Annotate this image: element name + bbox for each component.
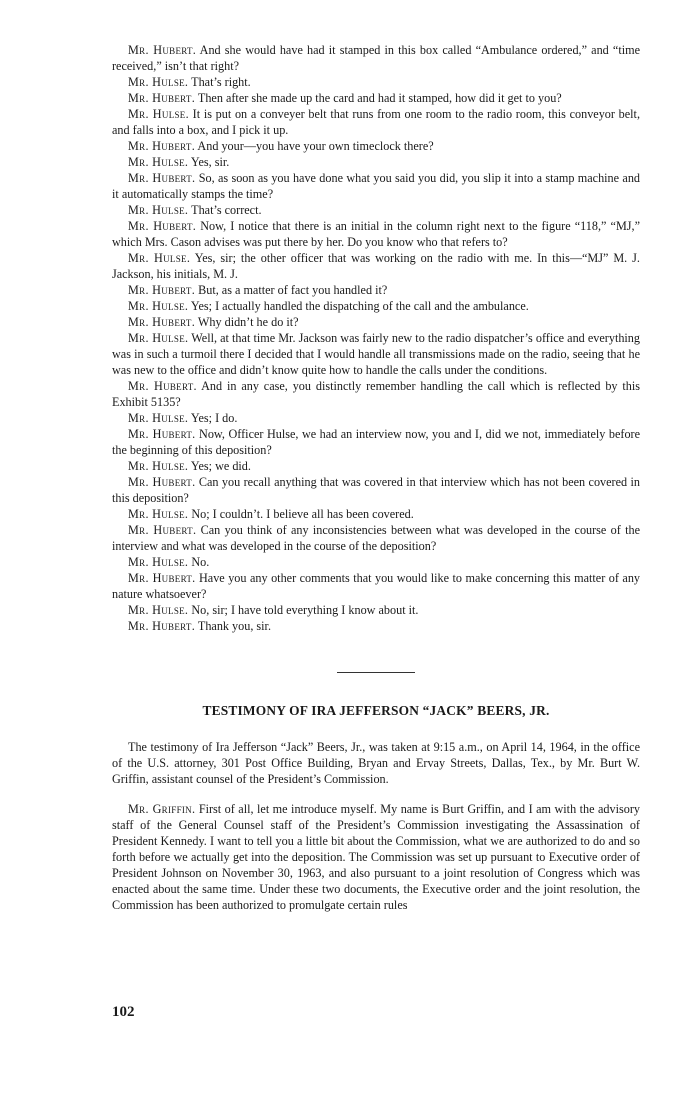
exchange-paragraph — [112, 602, 640, 618]
exchange-text: Yes; I actually handled the dispatching of the call and the ambulance. — [190, 299, 529, 313]
speaker-name: Mr. Hulse. — [128, 203, 189, 217]
speaker-name: Mr. Hubert. — [128, 571, 196, 585]
exchange-text: That’s correct. — [191, 203, 262, 217]
exchange-paragraph — [112, 330, 640, 378]
section-divider — [337, 672, 415, 673]
exchange-text: And your—you have your own timeclock there? — [197, 139, 434, 153]
speaker-name: Mr. Hulse. — [128, 107, 189, 121]
griffin-statement — [112, 801, 640, 913]
exchange-paragraph — [112, 458, 640, 474]
speaker-name: Mr. Hulse. — [128, 155, 189, 169]
exchange-text: No, sir; I have told everything I know about it. — [191, 603, 419, 617]
exchange-text: Now, Officer Hulse, we had an interview now, you and I, did we not, immediately before the beginning of this deposition? — [112, 427, 641, 457]
speaker-name: Mr. Hulse. — [128, 75, 189, 89]
exchange-paragraph — [112, 298, 640, 314]
speaker-name: Mr. Hulse. — [128, 507, 189, 521]
speaker-name: Mr. Hubert. — [128, 283, 196, 297]
exchange-text: Can you think of any inconsistencies between what was developed in the course of the interview and what was developed in the course of the deposition? — [112, 523, 640, 553]
exchange-text: But, as a matter of fact you handled it? — [198, 283, 388, 297]
exchange-paragraph — [112, 90, 640, 106]
speaker-name: Mr. Hubert. — [128, 171, 196, 185]
statement-text: First of all, let me introduce myself. My name is Burt Griffin, and I am with the advisory staff of the General Counsel staff of the President’s Commission investigating the Assassination of President Kennedy. I want to tell you a little bit about the Commission, what we are authorized to do and so forth before we actually get into the deposition. The Commission was set up pursuant to Executive order of President Johnson on November 30, 1963, and also pursuant to a joint resolution of Congress which was enacted about the same time. Under these two documents, the Executive order and the joint resolution, the Commission has been authorized to promulgate certain rules — [112, 802, 640, 912]
exchange-text: That’s right. — [191, 75, 251, 89]
intro-paragraph: The testimony of Ira Jefferson “Jack” Beers, Jr., was taken at 9:15 a.m., on April 14, 1964, in the office of the U.S. attorney, 301 Post Office Building, Bryan and Ervay Streets, Dallas, Tex., by Mr. Burt W. Griffin, assistant counsel of the President’s Commission. — [112, 740, 640, 786]
exchange-paragraph — [112, 170, 640, 202]
speaker-name: Mr. Hubert. — [128, 427, 196, 441]
speaker-name: Mr. Hulse. — [128, 331, 189, 345]
speaker-name: Mr. Hulse. — [128, 555, 189, 569]
speaker-name: Mr. Hubert. — [128, 619, 196, 633]
exchange-paragraph — [112, 138, 640, 154]
exchange-paragraph — [112, 554, 640, 570]
exchange-paragraph — [112, 570, 640, 602]
exchange-paragraph — [112, 618, 640, 634]
exchange-text: Why didn’t he do it? — [197, 315, 299, 329]
speaker-name: Mr. Hubert. — [128, 523, 197, 537]
exchange-text: Yes; we did. — [190, 459, 251, 473]
exchange-text: No. — [191, 555, 210, 569]
exchange-paragraph — [112, 282, 640, 298]
exchange-paragraph — [112, 522, 640, 554]
speaker-name: Mr. Hulse. — [128, 251, 191, 265]
speaker-name: Mr. Hulse. — [128, 299, 189, 313]
exchange-text: Have you any other comments that you would like to make concerning this matter of any nature whatsoever? — [112, 571, 641, 601]
exchange-paragraph — [112, 154, 640, 170]
hulse-transcript — [112, 42, 640, 634]
exchange-text: No; I couldn’t. I believe all has been covered. — [191, 507, 414, 521]
exchange-text: So, as soon as you have done what you said you did, you slip it into a stamp machine and it automatically stamps the time? — [112, 171, 641, 201]
speaker-name: Mr. Hubert. — [128, 379, 197, 393]
exchange-text: Yes, sir; the other officer that was working on the radio with me. In this—“MJ” M. J. Jackson, his initials, M. J. — [112, 251, 640, 281]
exchange-paragraph — [112, 314, 640, 330]
speaker-name: Mr. Hubert. — [128, 315, 196, 329]
exchange-text: And in any case, you distinctly remember handling the call which is reflected by this Exhibit 5135? — [112, 379, 641, 409]
section-heading: TESTIMONY OF IRA JEFFERSON “JACK” BEERS, JR. — [202, 703, 550, 718]
speaker-name: Mr. Hulse. — [128, 411, 189, 425]
exchange-text: Yes, sir. — [190, 155, 230, 169]
exchange-paragraph — [112, 202, 640, 218]
document-page — [112, 42, 640, 913]
page-number: 102 — [112, 1004, 135, 1020]
exchange-text: Can you recall anything that was covered in that interview which has not been covered in this deposition? — [112, 475, 641, 505]
speaker-name: Mr. Hubert. — [128, 219, 197, 233]
exchange-paragraph — [112, 474, 640, 506]
speaker-name: Mr. Hulse. — [128, 603, 189, 617]
speaker-name: Mr. Hubert. — [128, 475, 196, 489]
exchange-text: Well, at that time Mr. Jackson was fairly new to the radio dispatcher’s office and everything was in such a turmoil there I decided that I would handle all transmissions made on the radio, seeing that he was new to the office and didn’t know quite how to handle the calls under the conditions. — [112, 331, 640, 377]
speaker-name: Mr. Hubert. — [128, 139, 196, 153]
exchange-paragraph — [112, 506, 640, 522]
exchange-text: Thank you, sir. — [197, 619, 271, 633]
exchange-paragraph — [112, 74, 640, 90]
exchange-paragraph — [112, 378, 640, 410]
exchange-paragraph — [112, 250, 640, 282]
exchange-text: Then after she made up the card and had it stamped, how did it get to you? — [197, 91, 562, 105]
exchange-paragraph — [112, 218, 640, 250]
exchange-text: Now, I notice that there is an initial in the column right next to the figure “118,” “MJ,” which Mrs. Cason advises was put there by her. Do you know who that refers to? — [112, 219, 641, 249]
speaker-name: Mr. Griffin. — [128, 802, 196, 816]
exchange-paragraph — [112, 410, 640, 426]
exchange-text: Yes; I do. — [190, 411, 238, 425]
exchange-text: It is put on a conveyer belt that runs from one room to the radio room, this conveyor belt, and falls into a box, and I pick it up. — [112, 107, 640, 137]
speaker-name: Mr. Hulse. — [128, 459, 189, 473]
exchange-text: And she would have had it stamped in this box called “Ambulance ordered,” and “time received,” isn’t that right? — [112, 43, 640, 73]
exchange-paragraph — [112, 106, 640, 138]
speaker-name: Mr. Hubert. — [128, 91, 196, 105]
exchange-paragraph — [112, 426, 640, 458]
exchange-paragraph — [112, 42, 640, 74]
speaker-name: Mr. Hubert. — [128, 43, 197, 57]
